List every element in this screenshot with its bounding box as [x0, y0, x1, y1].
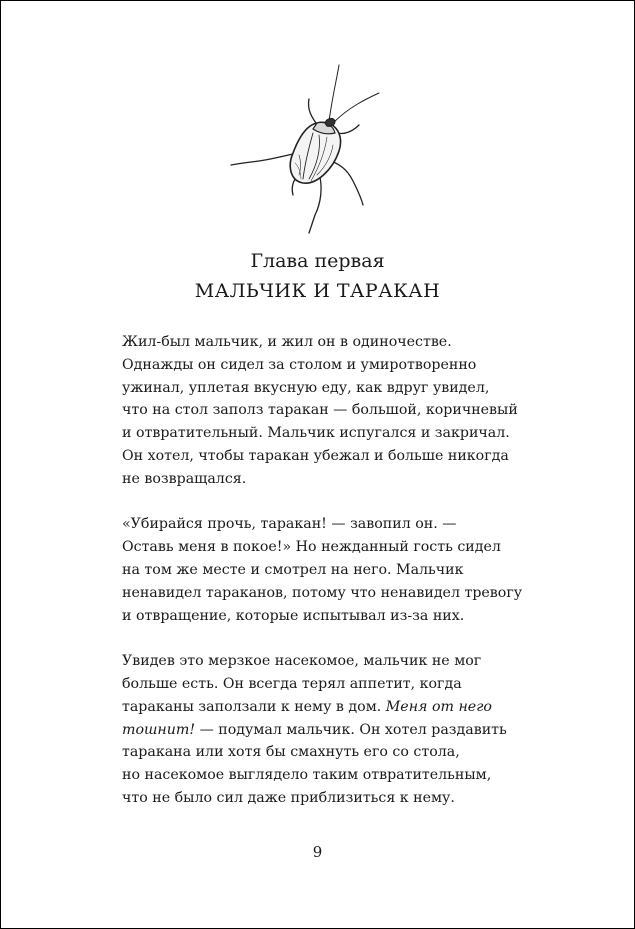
text-line: но насекомое выглядело таким отвратительным,	[122, 767, 492, 784]
text-fragment: — подумал мальчик. Он хотел раздавить	[195, 721, 507, 738]
text-line: Увидев это мерзкое насекомое, мальчик не мог	[122, 653, 482, 670]
cockroach-icon	[221, 63, 381, 235]
text-line: не возвращался.	[122, 470, 247, 487]
text-line: на том же месте и смотрел на него. Мальчик	[122, 561, 464, 578]
text-line: и отвратительный. Мальчик испугался и закричал.	[122, 425, 510, 442]
paragraph	[122, 331, 522, 491]
text-line	[122, 696, 522, 719]
text-line: ненавидел тараканов, потому что ненавидел тревогу	[122, 584, 523, 601]
text-line: что не было сил даже приблизиться к нему.	[122, 789, 455, 806]
chapter-title: МАЛЬЧИК И ТАРАКАН	[194, 280, 441, 302]
page-number: 9	[312, 843, 323, 861]
text-line	[122, 719, 522, 742]
paragraph	[122, 650, 522, 810]
text-line: что на стол заполз таракан — большой, коричневый	[122, 402, 518, 419]
text-line: больше есть. Он всегда терял аппетит, когда	[122, 675, 462, 692]
text-fragment: тараканы заползали к нему в дом.	[122, 698, 382, 715]
paragraph	[122, 513, 522, 627]
text-line: и отвращение, которые испытывал из-за них.	[122, 607, 465, 624]
text-line: Он хотел, чтобы таракан убежал и больше никогда	[122, 447, 509, 464]
chapter-label: Глава первая	[250, 250, 385, 272]
text-line: Оставь меня в покое!» Но нежданный гость сидел	[122, 539, 501, 556]
text-line: Однажды он сидел за столом и умиротворенно	[122, 356, 477, 373]
italic-thought: тошнит!	[122, 721, 196, 738]
text-line: Жил-был мальчик, и жил он в одиночестве.	[122, 334, 452, 350]
text-line: ужинал, уплетая вкусную еду, как вдруг увидел,	[122, 379, 490, 396]
text-line: «Убирайся прочь, таракан! — завопил он. —	[122, 516, 457, 533]
text-line: таракана или хотя бы смахнуть его со стола,	[122, 744, 460, 761]
chapter-body	[122, 331, 522, 810]
italic-thought: Меня от него	[385, 698, 492, 715]
